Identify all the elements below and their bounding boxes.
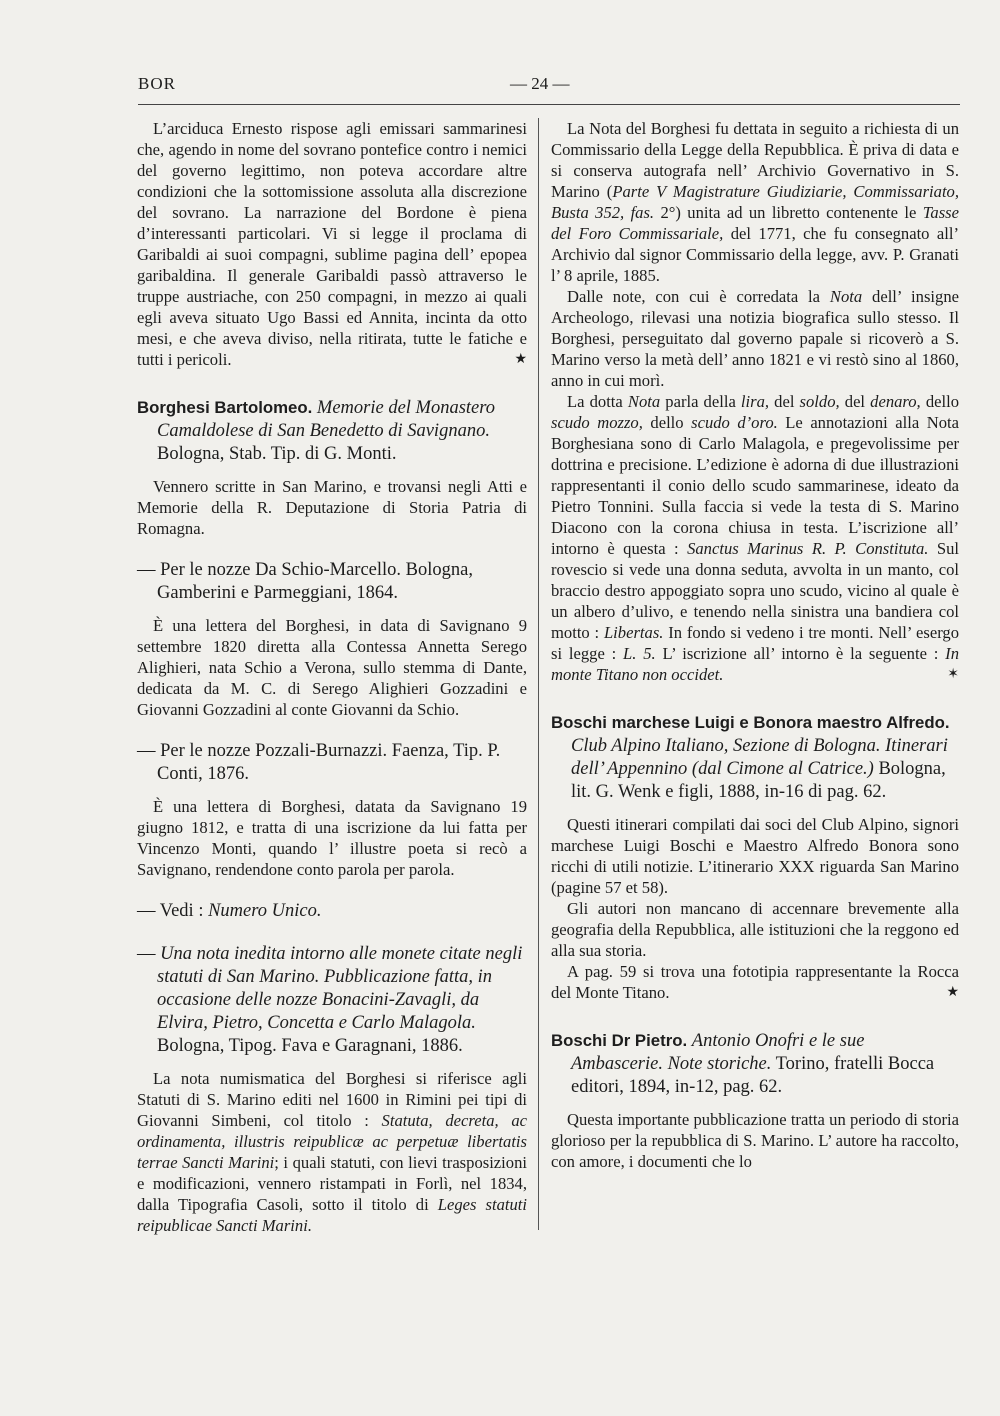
para-italic: Nota — [829, 287, 863, 306]
entry-note — [137, 1068, 527, 1236]
para-text: La dotta — [567, 392, 623, 411]
paragraph-nota-borghesi — [551, 118, 959, 286]
entry-note: Questi itinerari compilati dai soci del Club Alpino, signori marchese Luigi Boschi e Maestro Alfredo Bonora sono ricchi di utili notizie. L’itinerario XXX riguarda San Marino (pagine 57 et 58). — [551, 815, 959, 897]
left-column — [137, 118, 527, 1236]
para-italic: In monte Titano non occidet. — [551, 644, 959, 684]
para-italic: scudo d’oro. — [691, 413, 778, 432]
para-text: La Nota del Borghesi fu dettata in seguito a richiesta di un Commissario della Legge della Repubblica. È priva di data e si conserva autografa nell’ Archivio Governativo in S. Marino ( — [551, 119, 959, 201]
para-text: dello — [650, 413, 684, 432]
para-italic: Nota — [627, 392, 661, 411]
note-text: A pag. 59 si trova una fototipia rappresentante la Rocca del Monte Titano. — [551, 962, 959, 1002]
entry-title: Antonio Onofri e le sue Ambascerie. Note storiche. — [571, 1031, 865, 1074]
para-italic: Tasse del Foro Commissariale, — [551, 203, 959, 243]
entry-publisher: Torino, fratelli Bocca editori, 1894, in-12, pag. 62. — [571, 1054, 935, 1097]
entry-nota-inedita — [137, 943, 527, 1058]
entry-borghesi-memorie — [137, 396, 527, 466]
page-number: — 24 — — [510, 74, 570, 93]
page-header — [138, 74, 960, 102]
para-text: del — [844, 392, 866, 411]
entry-note: È una lettera di Borghesi, datata da Savignano 19 giugno 1812, e tratta di una iscrizione da lui fatta per Vincenzo Monti, quando l’ illustre poeta si recò a Savignano, rendendone conto parola per parola. — [137, 797, 527, 879]
para-text: L’ iscrizione all’ intorno è la seguente : — [662, 644, 939, 663]
entry-note: Questa importante pubblicazione tratta un periodo di storia glorioso per la repubblica di S. Marino. L’ autore ha raccolto, con amore, i documenti che lo — [551, 1110, 959, 1171]
entry-reference: Numero Unico. — [208, 901, 322, 921]
para-text: dell’ insigne Archeologo, rilevasi una notizia biografica sullo stesso. Il Borghesi, perseguitato dal governo papale si ricoverò a S. Marino verso la metà dell’ anno 1821 e vi restò sino al 1860, anno in cui morì. — [551, 287, 959, 390]
entry-boschi-bonora — [551, 711, 959, 804]
entry-boschi-pietro — [551, 1029, 959, 1099]
entry-publisher: Bologna, Tipog. Fava e Garagnani, 1886. — [157, 1036, 463, 1056]
entry-title: Memorie del Monastero Camaldolese di San Benedetto di Savignano. — [157, 398, 496, 441]
paragraph-dotta-nota — [551, 391, 959, 685]
entry-note: Gli autori non mancano di accennare brevemente alla geografia della Repubblica, alle istituzioni che la reggono ed alla sua storia. — [551, 899, 959, 960]
entry-publisher: Bologna, Stab. Tip. di G. Monti. — [157, 444, 397, 464]
entry-author: Borghesi Bartolomeo. — [137, 398, 313, 417]
entry-note: Vennero scritte in San Marino, e trovansi negli Atti e Memorie della R. Deputazione di Storia Patria di Romagna. — [137, 477, 527, 538]
entry-title: Club Alpino Italiano, Sezione di Bologna. Itinerari dell’ Appennino (dal Cimone al Catrice.) — [571, 736, 948, 779]
running-head: BOR — [138, 74, 176, 93]
entry-note: È una lettera del Borghesi, in data di Savignano 9 settembre 1820 diretta alla Contessa Annetta Serego Alighieri, nata Schio a Verona, sullo stemma di Dante, dedicata da M. C. di Serego Alighieri Gozzadini e Giovanni Gozzadini al conte Giovanni da Schio. — [137, 616, 527, 719]
para-text: dello — [925, 392, 959, 411]
star-mark: ★ — [514, 352, 527, 367]
para-text: Le annotazioni alla Nota Borghesiana sono di Carlo Malagola, e pregevolissime per dottrina e precisione. L’edizione è adorna di due illustrazioni rappresentanti il conio dello scudo sammarinese, ideato da Pietro Tonnini. Sulla faccia si vede la testa di S. Marino Diacono con la corona chiusa in testa. L’iscrizione all’ intorno è questa : — [551, 413, 959, 558]
para-text: 2°) unita ad un libretto contenente le — [660, 203, 917, 222]
paragraph-arciduca — [137, 118, 527, 370]
note-italic: Leges statuti reipublicae Sancti Marini. — [137, 1195, 528, 1235]
entry-author: Boschi Dr Pietro. — [551, 1031, 688, 1050]
entry-publisher: Bologna, lit. G. Wenk e figli, 1888, in-16 di pag. 62. — [571, 759, 946, 802]
para-text: parla della — [665, 392, 736, 411]
note-text: ; i quali statuti, con lievi trasposizioni e modificazioni, vennero ristampati in Forlì, nel 1834, dalla Tipografia Casoli, sotto il titolo di — [137, 1153, 527, 1214]
entry-dash: — Vedi : — [137, 901, 204, 921]
column-divider — [538, 118, 539, 1230]
paragraph-dalle-note — [551, 286, 959, 391]
star-mark: ★ — [946, 985, 959, 1000]
para-text: Dalle note, con cui è corredata la — [567, 287, 821, 306]
para-italic: Sanctus Marinus R. P. Constituta. — [687, 539, 929, 558]
para-italic: scudo mozzo, — [551, 413, 643, 432]
para-text: del 1771, che fu consegnato all’ Archivio dal signor Commissario della legge, avv. P. Granati l’ 8 aprile, 1885. — [551, 224, 959, 285]
header-rule — [138, 104, 960, 105]
para-italic: Parte V Magistrature Giudiziarie, Commissariato, Busta 352, fas. — [551, 182, 960, 222]
para-text: Sul rovescio si vede una donna seduta, avvolta in un manto, col braccio destro appoggiato sopra uno scudo, vicino al quale è un albero d’ulivo, e tenendo nella sinistra una bandiera col motto : — [551, 539, 960, 642]
para-text: del — [774, 392, 795, 411]
para-text: In fondo si vedeno i tre monti. Nell’ esergo si legge : — [551, 623, 960, 663]
paragraph-text: L’arciduca Ernesto rispose agli emissari sammarinesi che, agendo in nome del sovrano pontefice contro i nemici del governo legittimo, non poteva accordare altre condizioni che la sottomissione assoluta alla discrezione del sovrano. La narrazione del Bordone è piena d’interessanti particolari. Vi si legge il proclama di Garibaldi ai suoi compagni, sublime pagina dell’ epopea garibaldina. Il generale Garibaldi passò attraverso le truppe austriache, con 250 compagni, in mezzo ai quali egli aveva situato Ugo Bassi ed Annita, incinta da otto mesi, e che aveva diviso, nella ritirata, tutte le fatiche e tutti i pericoli. — [137, 119, 527, 369]
entry-title: Una nota inedita intorno alle monete citate negli statuti di San Marino. Pubblicazione fatta, in occasione delle nozze Bonacini-Zavagli, da Elvira, Pietro, Concetta e Carlo Malagola. — [157, 944, 523, 1033]
para-italic: lira, — [740, 392, 770, 411]
note-italic: Statuta, decreta, ac ordinamenta, illustris reipublicæ ac perpetuæ libertatis terrae Sancti Marini — [137, 1111, 527, 1172]
entry-dash: — — [137, 944, 156, 964]
entry-nozze-pozzali: — Per le nozze Pozzali-Burnazzi. Faenza, Tip. P. Conti, 1876. — [137, 741, 501, 784]
para-italic: L. 5. — [623, 644, 656, 663]
para-italic: Libertas. — [603, 623, 664, 642]
para-italic: denaro, — [870, 392, 921, 411]
entry-author: Boschi marchese Luigi e Bonora maestro Alfredo. — [551, 713, 950, 732]
entry-note — [551, 961, 959, 1003]
entry-nozze-da-schio: — Per le nozze Da Schio-Marcello. Bologna, Gamberini e Parmeggiani, 1864. — [137, 560, 473, 603]
note-text: La nota numismatica del Borghesi si riferisce agli Statuti di S. Marino editi nel 1600 in Rimini pei tipi di Giovanni Simbeni, col titolo : — [137, 1069, 527, 1130]
star-mark: ✶ — [947, 667, 959, 682]
right-column — [551, 118, 959, 1172]
para-italic: soldo, — [799, 392, 840, 411]
entry-vedi — [137, 900, 527, 923]
